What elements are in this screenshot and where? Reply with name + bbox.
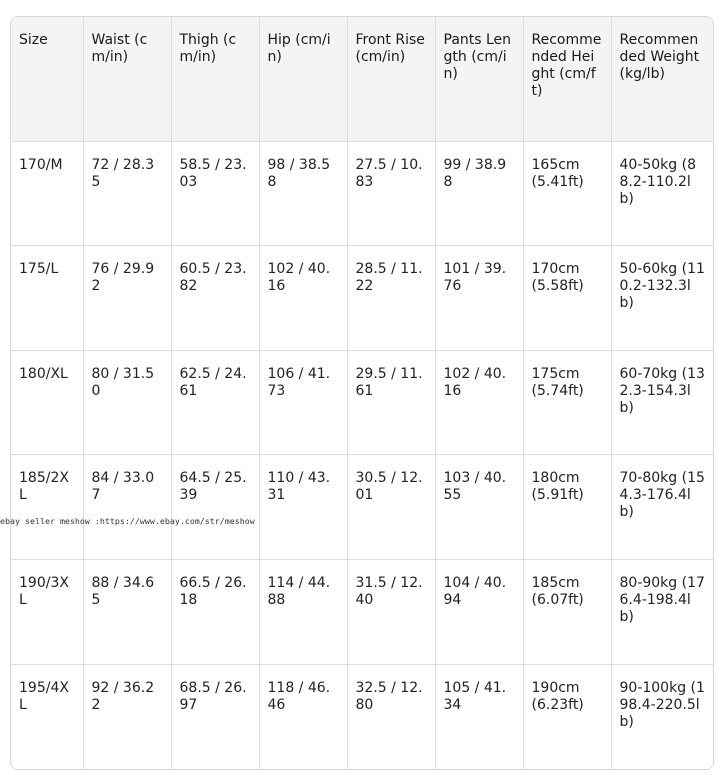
header-thigh: Thigh (cm/in)	[171, 17, 259, 141]
size-chart-container	[10, 16, 714, 770]
cell-size: 180/XL	[11, 350, 83, 455]
cell-pants-length: 99 / 38.98	[435, 141, 523, 246]
cell-thigh: 62.5 / 24.61	[171, 350, 259, 455]
cell-size: 175/L	[11, 246, 83, 351]
table-row	[11, 350, 713, 455]
cell-hip: 114 / 44.88	[259, 560, 347, 665]
cell-thigh: 66.5 / 26.18	[171, 560, 259, 665]
cell-thigh: 58.5 / 23.03	[171, 141, 259, 246]
cell-recommended-weight: 90-100kg (198.4-220.5lb)	[619, 679, 705, 730]
cell-waist: 84 / 33.07	[83, 455, 171, 560]
cell-hip: 102 / 40.16	[259, 246, 347, 351]
cell-size: 170/M	[11, 141, 83, 246]
cell-pants-length: 105 / 41.34	[435, 664, 523, 769]
cell-hip: 98 / 38.58	[259, 141, 347, 246]
seller-watermark: ebay seller meshow :https://www.ebay.com/str/meshow	[0, 516, 255, 526]
header-hip: Hip (cm/in)	[259, 17, 347, 141]
cell-recommended-height: 165cm (5.41ft)	[523, 141, 611, 246]
cell-recommended-weight: 50-60kg (110.2-132.3lb)	[611, 246, 713, 351]
cell-size: 190/3XL	[11, 560, 83, 665]
cell-thigh: 64.5 / 25.39	[171, 455, 259, 560]
cell-recommended-height: 175cm (5.74ft)	[523, 350, 611, 455]
cell-front-rise: 31.5 / 12.40	[347, 560, 435, 665]
table-row	[11, 246, 713, 351]
header-recommended-height: Recommended Height (cm/ft)	[523, 17, 611, 141]
cell-recommended-height: 180cm (5.91ft)	[523, 455, 611, 560]
size-chart-table	[11, 17, 713, 769]
cell-recommended-weight: 40-50kg (88.2-110.2lb)	[611, 141, 713, 246]
cell-front-rise: 28.5 / 11.22	[347, 246, 435, 351]
header-size: Size	[11, 17, 83, 141]
header-recommended-weight: Recommended Weight (kg/lb)	[611, 17, 713, 141]
cell-recommended-weight: 80-90kg (176.4-198.4lb)	[611, 560, 713, 665]
cell-waist: 76 / 29.92	[83, 246, 171, 351]
cell-hip: 118 / 46.46	[259, 664, 347, 769]
cell-front-rise: 32.5 / 12.80	[347, 664, 435, 769]
table-row	[11, 141, 713, 246]
table-row	[11, 455, 713, 560]
cell-waist: 80 / 31.50	[83, 350, 171, 455]
header-front-rise: Front Rise (cm/in)	[347, 17, 435, 141]
cell-recommended-height: 185cm (6.07ft)	[523, 560, 611, 665]
cell-size: 185/2XL	[11, 455, 83, 560]
cell-hip: 106 / 41.73	[259, 350, 347, 455]
cell-thigh: 68.5 / 26.97	[171, 664, 259, 769]
cell-pants-length: 103 / 40.55	[435, 455, 523, 560]
cell-front-rise: 27.5 / 10.83	[347, 141, 435, 246]
cell-thigh: 60.5 / 23.82	[171, 246, 259, 351]
cell-front-rise: 29.5 / 11.61	[347, 350, 435, 455]
cell-pants-length: 102 / 40.16	[435, 350, 523, 455]
cell-recommended-weight: 70-80kg (154.3-176.4lb)	[611, 455, 713, 560]
cell-size: 195/4XL	[11, 664, 83, 769]
table-row	[11, 664, 713, 769]
header-waist: Waist (cm/in)	[83, 17, 171, 141]
header-pants-length: Pants Length (cm/in)	[435, 17, 523, 141]
cell-waist: 72 / 28.35	[83, 141, 171, 246]
cell-waist: 88 / 34.65	[83, 560, 171, 665]
cell-recommended-weight: 60-70kg (132.3-154.3lb)	[611, 350, 713, 455]
cell-pants-length: 104 / 40.94	[435, 560, 523, 665]
table-row	[11, 560, 713, 665]
cell-pants-length: 101 / 39.76	[435, 246, 523, 351]
cell-front-rise: 30.5 / 12.01	[347, 455, 435, 560]
cell-recommended-height: 170cm (5.58ft)	[523, 246, 611, 351]
cell-hip: 110 / 43.31	[259, 455, 347, 560]
cell-recommended-height: 190cm (6.23ft)	[523, 664, 611, 769]
cell-waist: 92 / 36.22	[83, 664, 171, 769]
table-header-row	[11, 17, 713, 141]
